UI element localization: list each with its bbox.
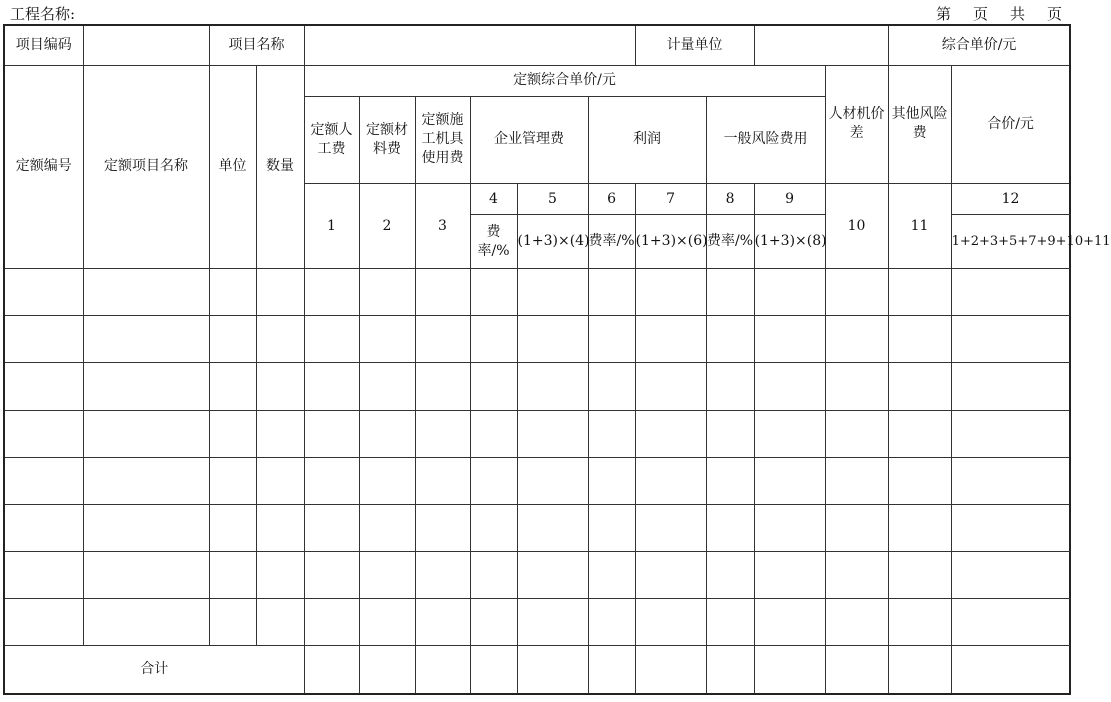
table-cell[interactable] (256, 599, 304, 646)
table-row (4, 269, 1070, 316)
table-cell[interactable] (888, 410, 951, 457)
total-label: 合计 (4, 646, 304, 694)
table-cell[interactable] (951, 552, 1070, 599)
quantity-header: 数量 (256, 65, 304, 269)
table-cell[interactable] (951, 363, 1070, 410)
table-cell[interactable] (415, 457, 470, 504)
table-cell[interactable] (754, 504, 825, 551)
table-row (4, 599, 1070, 646)
total-cell[interactable] (359, 646, 415, 694)
index-2: 2 (359, 183, 415, 268)
table-cell[interactable] (635, 269, 706, 316)
col-num-11: 11 (888, 183, 951, 268)
table-cell[interactable] (635, 552, 706, 599)
table-cell[interactable] (256, 552, 304, 599)
table-cell[interactable] (706, 316, 754, 363)
table-cell[interactable] (470, 316, 517, 363)
table-cell[interactable] (635, 316, 706, 363)
table-cell[interactable] (706, 457, 754, 504)
table-cell[interactable] (588, 552, 635, 599)
table-cell[interactable] (470, 599, 517, 646)
table-cell[interactable] (359, 599, 415, 646)
table-cell[interactable] (4, 316, 83, 363)
table-cell[interactable] (706, 269, 754, 316)
table-cell[interactable] (415, 504, 470, 551)
table-cell[interactable] (517, 599, 588, 646)
material-cost-header: 定额材料费 (359, 96, 415, 183)
table-cell[interactable] (83, 363, 209, 410)
table-cell[interactable] (304, 316, 359, 363)
table-cell[interactable] (888, 599, 951, 646)
table-cell[interactable] (209, 457, 256, 504)
labor-cost-header: 定额人工费 (304, 96, 359, 183)
table-cell[interactable] (635, 363, 706, 410)
mgmt-formula: (1+3)×(4) (517, 215, 588, 269)
index-3: 3 (415, 183, 470, 268)
table-cell[interactable] (256, 316, 304, 363)
table-cell[interactable] (825, 269, 888, 316)
table-cell[interactable] (888, 552, 951, 599)
total-cell[interactable] (304, 646, 359, 694)
table-cell[interactable] (517, 457, 588, 504)
unit-of-measure-value[interactable] (754, 25, 888, 65)
table-cell[interactable] (754, 410, 825, 457)
table-cell[interactable] (304, 457, 359, 504)
table-row (4, 363, 1070, 410)
table-cell[interactable] (256, 269, 304, 316)
general-risk-header: 一般风险费用 (706, 96, 825, 183)
table-cell[interactable] (517, 552, 588, 599)
table-cell[interactable] (825, 504, 888, 551)
table-cell[interactable] (517, 316, 588, 363)
table-cell[interactable] (470, 457, 517, 504)
table-cell[interactable] (415, 599, 470, 646)
management-fee-header: 企业管理费 (470, 96, 588, 183)
table-cell[interactable] (888, 269, 951, 316)
table-cell[interactable] (470, 269, 517, 316)
table-cell[interactable] (588, 269, 635, 316)
table-cell[interactable] (304, 552, 359, 599)
col-num-4: 4 (470, 183, 517, 214)
project-code-value[interactable] (83, 25, 209, 65)
table-cell[interactable] (706, 504, 754, 551)
table-cell[interactable] (951, 599, 1070, 646)
table-cell[interactable] (588, 363, 635, 410)
col-num-7: 7 (635, 183, 706, 214)
table-cell[interactable] (706, 552, 754, 599)
total-cell[interactable] (517, 646, 588, 694)
total-cell[interactable] (754, 646, 825, 694)
table-row (4, 316, 1070, 363)
table-cell[interactable] (888, 504, 951, 551)
composite-unit-price-label: 综合单价/元 (888, 25, 1070, 65)
table-cell[interactable] (888, 457, 951, 504)
project-name-label-cell: 项目名称 (209, 25, 304, 65)
table-cell[interactable] (209, 504, 256, 551)
risk-rate-label: 费率/% (706, 215, 754, 269)
table-cell[interactable] (951, 269, 1070, 316)
table-cell[interactable] (4, 552, 83, 599)
table-cell[interactable] (359, 504, 415, 551)
table-cell[interactable] (415, 363, 470, 410)
profit-header: 利润 (588, 96, 706, 183)
table-cell[interactable] (951, 410, 1070, 457)
project-info-row (4, 25, 1070, 65)
table-row (4, 504, 1070, 551)
table-cell[interactable] (888, 363, 951, 410)
table-cell[interactable] (83, 599, 209, 646)
table-cell[interactable] (517, 504, 588, 551)
table-cell[interactable] (588, 410, 635, 457)
table-cell[interactable] (359, 316, 415, 363)
profit-formula: (1+3)×(6) (635, 215, 706, 269)
table-cell[interactable] (359, 410, 415, 457)
table-cell[interactable] (4, 504, 83, 551)
page-info (936, 3, 1062, 24)
risk-formula: (1+3)×(8) (754, 215, 825, 269)
table-cell[interactable] (706, 599, 754, 646)
table-cell[interactable] (209, 316, 256, 363)
table-cell[interactable] (888, 316, 951, 363)
table-cell[interactable] (754, 269, 825, 316)
page-info-ye2: 页 (1046, 5, 1062, 23)
table-cell[interactable] (304, 599, 359, 646)
total-formula: 1+2+3+5+7+9+10+11 (951, 215, 1070, 269)
table-cell[interactable] (825, 363, 888, 410)
col-num-8: 8 (706, 183, 754, 214)
table-cell[interactable] (256, 363, 304, 410)
table-cell[interactable] (209, 410, 256, 457)
table-cell[interactable] (304, 504, 359, 551)
table-cell[interactable] (209, 269, 256, 316)
table-cell[interactable] (304, 363, 359, 410)
col-num-6: 6 (588, 183, 635, 214)
header-row-group (4, 65, 1070, 96)
table-cell[interactable] (588, 316, 635, 363)
total-cell[interactable] (470, 646, 517, 694)
quota-name-header: 定额项目名称 (83, 65, 209, 269)
other-risk-header: 其他风险费 (888, 65, 951, 183)
table-cell[interactable] (83, 552, 209, 599)
table-cell[interactable] (304, 269, 359, 316)
table-cell[interactable] (359, 269, 415, 316)
profit-rate-label: 费率/% (588, 215, 635, 269)
table-cell[interactable] (588, 599, 635, 646)
machinery-cost-header: 定额施工机具使用费 (415, 96, 470, 183)
table-cell[interactable] (415, 410, 470, 457)
col-num-10: 10 (825, 183, 888, 268)
table-cell[interactable] (470, 504, 517, 551)
total-cell[interactable] (635, 646, 706, 694)
table-cell[interactable] (635, 504, 706, 551)
table-cell[interactable] (209, 552, 256, 599)
table-cell[interactable] (825, 316, 888, 363)
table-cell[interactable] (754, 599, 825, 646)
col-num-12: 12 (951, 183, 1070, 214)
table-cell[interactable] (415, 552, 470, 599)
table-row (4, 410, 1070, 457)
table-cell[interactable] (754, 457, 825, 504)
table-cell[interactable] (825, 599, 888, 646)
table-cell[interactable] (951, 504, 1070, 551)
project-name-value[interactable] (304, 25, 635, 65)
table-row (4, 457, 1070, 504)
quota-composite-price-header: 定额综合单价/元 (304, 65, 825, 96)
table-cell[interactable] (359, 363, 415, 410)
total-cell[interactable] (588, 646, 635, 694)
table-cell[interactable] (83, 457, 209, 504)
total-cell[interactable] (706, 646, 754, 694)
unit-of-measure-label: 计量单位 (635, 25, 754, 65)
table-cell[interactable] (517, 269, 588, 316)
table-cell[interactable] (4, 269, 83, 316)
quota-code-header: 定额编号 (4, 65, 83, 269)
table-cell[interactable] (470, 363, 517, 410)
table-cell[interactable] (4, 363, 83, 410)
col-num-5: 5 (517, 183, 588, 214)
table-row (4, 552, 1070, 599)
table-cell[interactable] (706, 363, 754, 410)
total-cell[interactable] (888, 646, 951, 694)
table-cell[interactable] (256, 457, 304, 504)
table-cell[interactable] (825, 410, 888, 457)
table-cell[interactable] (256, 410, 304, 457)
table-cell[interactable] (4, 410, 83, 457)
table-cell[interactable] (588, 504, 635, 551)
table-cell[interactable] (825, 457, 888, 504)
table-cell[interactable] (304, 410, 359, 457)
page-info-gong: 共 (1009, 5, 1025, 23)
table-cell[interactable] (706, 410, 754, 457)
page-info-di: 第 (935, 5, 951, 23)
table-cell[interactable] (470, 552, 517, 599)
table-cell[interactable] (359, 552, 415, 599)
table-cell[interactable] (83, 504, 209, 551)
unit-price-analysis-table (3, 24, 1111, 695)
table-cell[interactable] (754, 552, 825, 599)
table-cell[interactable] (635, 457, 706, 504)
table-cell[interactable] (209, 363, 256, 410)
table-cell[interactable] (635, 410, 706, 457)
table-cell[interactable] (588, 457, 635, 504)
table-cell[interactable] (359, 457, 415, 504)
table-cell[interactable] (415, 269, 470, 316)
table-cell[interactable] (4, 457, 83, 504)
project-code-label: 项目编码 (4, 25, 83, 65)
table-cell[interactable] (470, 410, 517, 457)
project-name-label: 工程名称: (10, 5, 76, 23)
price-difference-header: 人材机价差 (825, 65, 888, 183)
table-cell[interactable] (83, 410, 209, 457)
table-cell[interactable] (517, 410, 588, 457)
total-cell[interactable] (825, 646, 888, 694)
unit-header: 单位 (209, 65, 256, 269)
total-cell[interactable] (415, 646, 470, 694)
table-cell[interactable] (209, 599, 256, 646)
table-cell[interactable] (825, 552, 888, 599)
table-cell[interactable] (4, 599, 83, 646)
total-price-header: 合价/元 (951, 65, 1070, 183)
table-cell[interactable] (256, 504, 304, 551)
table-cell[interactable] (635, 599, 706, 646)
table-cell[interactable] (951, 316, 1070, 363)
table-cell[interactable] (754, 316, 825, 363)
table-cell[interactable] (517, 363, 588, 410)
table-cell[interactable] (83, 316, 209, 363)
table-cell[interactable] (754, 363, 825, 410)
index-1: 1 (304, 183, 359, 268)
page-info-ye1: 页 (972, 5, 988, 23)
col-num-9: 9 (754, 183, 825, 214)
total-cell[interactable] (951, 646, 1070, 694)
table-cell[interactable] (415, 316, 470, 363)
mgmt-rate-label: 费率/% (470, 215, 517, 269)
table-cell[interactable] (951, 457, 1070, 504)
total-row (4, 646, 1070, 694)
table-cell[interactable] (83, 269, 209, 316)
